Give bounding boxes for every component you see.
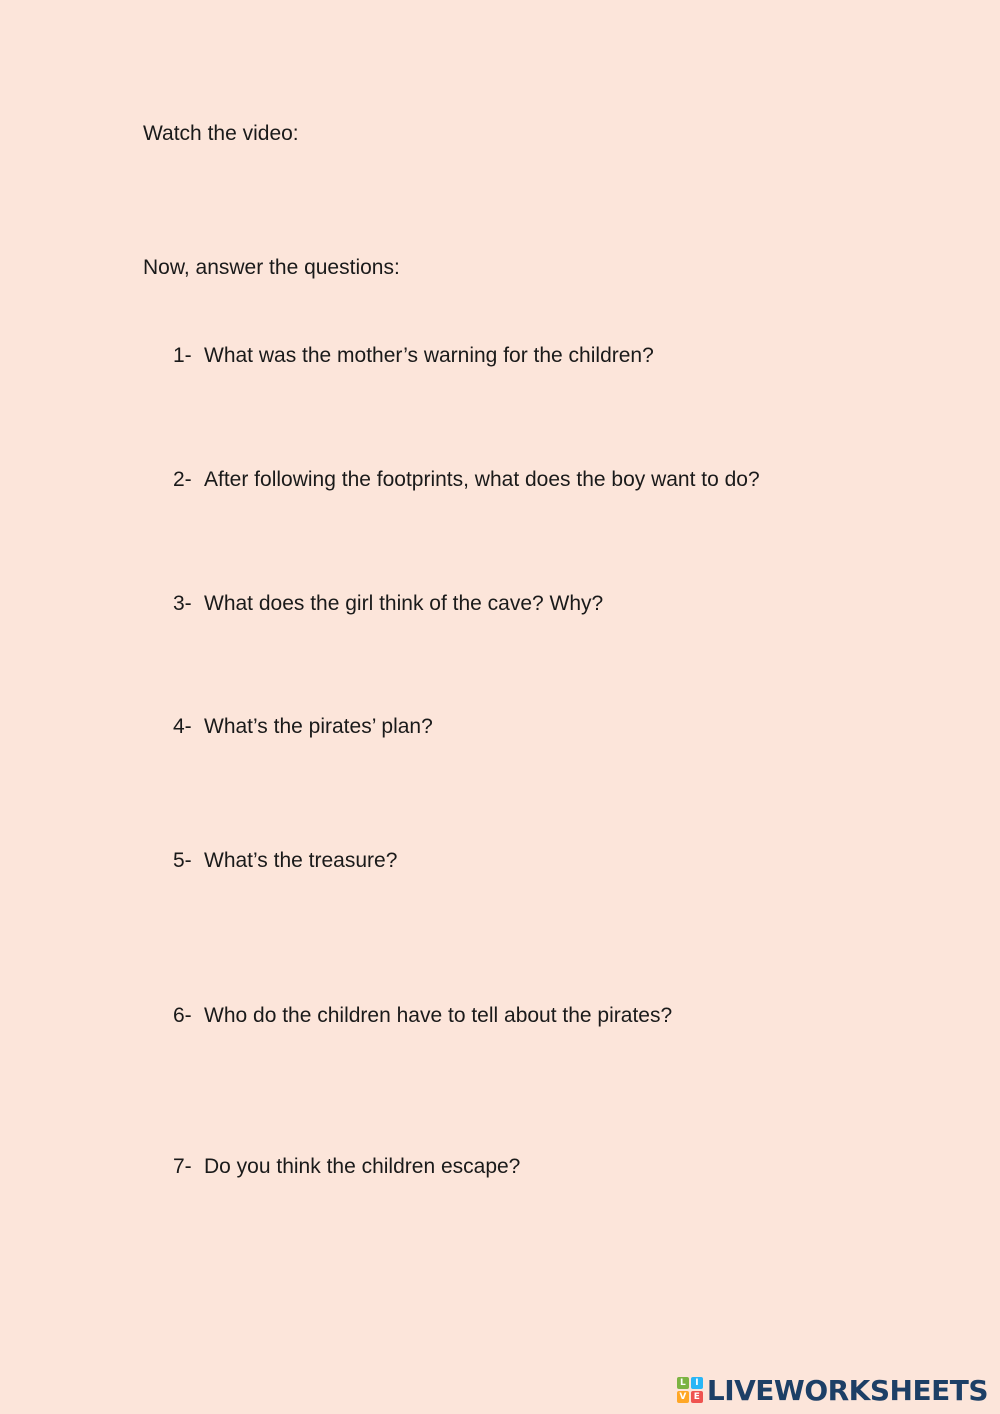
question-text: What’s the treasure? xyxy=(204,849,398,872)
logo-letter-i: I xyxy=(691,1377,703,1389)
question-text: What was the mother’s warning for the children? xyxy=(204,344,654,367)
question-text: What’s the pirates’ plan? xyxy=(204,715,433,738)
question-2 xyxy=(173,467,760,493)
liveworksheets-logo xyxy=(677,1372,988,1408)
logo-letter-e: E xyxy=(691,1391,703,1403)
logo-mark-icon xyxy=(677,1377,703,1403)
question-text: Who do the children have to tell about the pirates? xyxy=(204,1004,673,1027)
question-text: What does the girl think of the cave? Why? xyxy=(204,592,604,615)
watch-video-instruction: Watch the video: xyxy=(143,122,299,145)
question-text: After following the footprints, what does the boy want to do? xyxy=(204,468,760,491)
question-number: 1- xyxy=(173,344,192,367)
question-number: 5- xyxy=(173,849,192,872)
answer-questions-instruction: Now, answer the questions: xyxy=(143,256,400,279)
question-5 xyxy=(173,848,397,874)
question-number: 4- xyxy=(173,715,192,738)
question-1 xyxy=(173,343,654,369)
question-3 xyxy=(173,591,603,617)
question-6 xyxy=(173,1003,672,1029)
logo-letter-l: L xyxy=(677,1377,689,1389)
brand-name: LIVEWORKSHEETS xyxy=(706,1373,988,1407)
logo-letter-v: V xyxy=(677,1391,689,1403)
question-text: Do you think the children escape? xyxy=(204,1155,521,1178)
question-7 xyxy=(173,1154,520,1180)
question-number: 3- xyxy=(173,592,192,615)
question-number: 6- xyxy=(173,1004,192,1027)
question-number: 7- xyxy=(173,1155,192,1178)
question-4 xyxy=(173,714,433,740)
question-number: 2- xyxy=(173,468,192,491)
